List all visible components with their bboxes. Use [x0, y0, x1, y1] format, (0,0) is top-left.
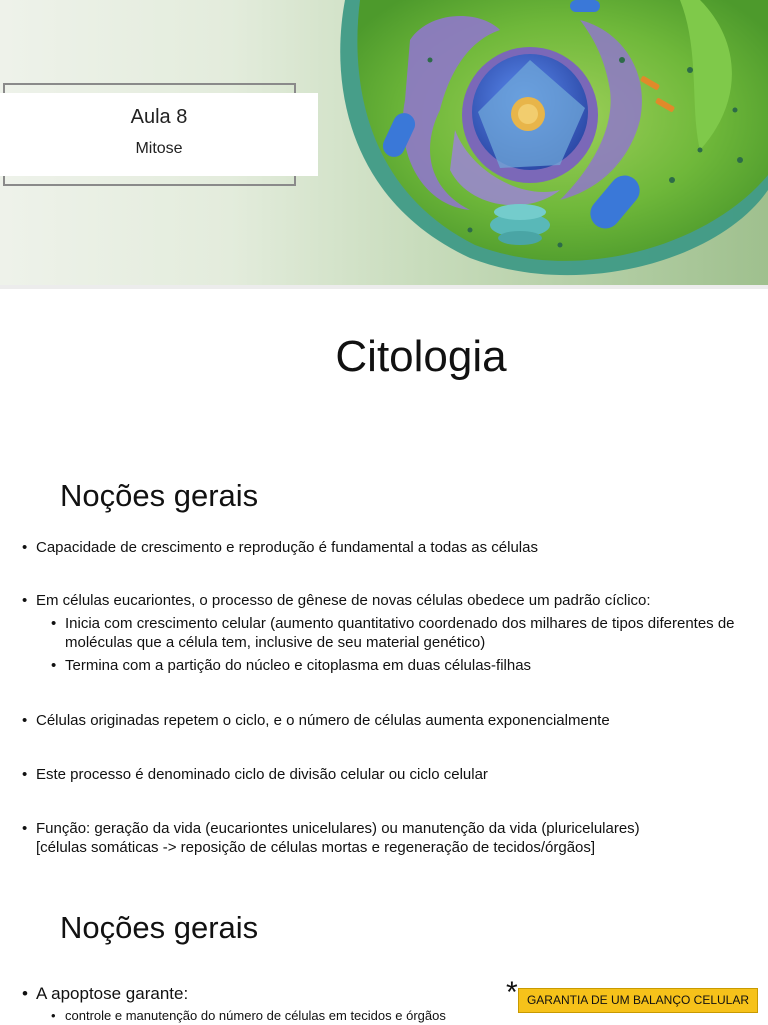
slide-divider: [0, 285, 768, 289]
section-heading: Noções gerais: [60, 478, 259, 513]
bullet-list: [20, 538, 740, 557]
bullet-list: [20, 711, 740, 730]
bullet-item: • Células originadas repetem o ciclo, e o número de células aumenta exponencialmente: [20, 711, 740, 730]
bullet-item: • Capacidade de crescimento e reprodução é fundamental a todas as células: [20, 538, 740, 557]
callout-box: GARANTIA DE UM BALANÇO CELULAR: [518, 988, 758, 1013]
bullet-list: [20, 765, 740, 784]
bullet-item: • Este processo é denominado ciclo de divisão celular ou ciclo celular: [20, 765, 740, 784]
bullet-item: • A apoptose garante:: [20, 984, 740, 1003]
bullet-item: • Em células eucariontes, o processo de gênese de novas células obedece um padrão cíclico:: [20, 591, 740, 610]
title-slide: [0, 0, 768, 285]
bullet-list: [20, 591, 740, 675]
slide-title: Aula 8: [130, 106, 188, 128]
bullet-line: [células somáticas -> reposição de células mortas e regeneração de tecidos/órgãos]: [36, 839, 596, 856]
section-heading: Noções gerais: [60, 910, 259, 945]
sub-bullet-item: • controle e manutenção do número de células em tecidos e órgãos: [20, 1006, 740, 1025]
bullet-list: [20, 819, 740, 857]
slide-subtitle: Mitose: [135, 140, 183, 157]
citologia-heading: Citologia: [335, 332, 507, 381]
asterisk-icon: *: [506, 976, 518, 1009]
sub-bullet-item: • Termina com a partição do núcleo e citoplasma em duas células-filhas: [20, 656, 740, 675]
bullet-item: [20, 819, 740, 857]
bullet-line: Função: geração da vida (eucariontes unicelulares) ou manutenção da vida (pluricelulares): [36, 820, 640, 837]
sub-bullet-item: • Inicia com crescimento celular (aumento quantitativo coordenado dos milhares de tipos diferentes de moléculas que a célula tem, inclusive de seu material genético): [20, 614, 740, 652]
